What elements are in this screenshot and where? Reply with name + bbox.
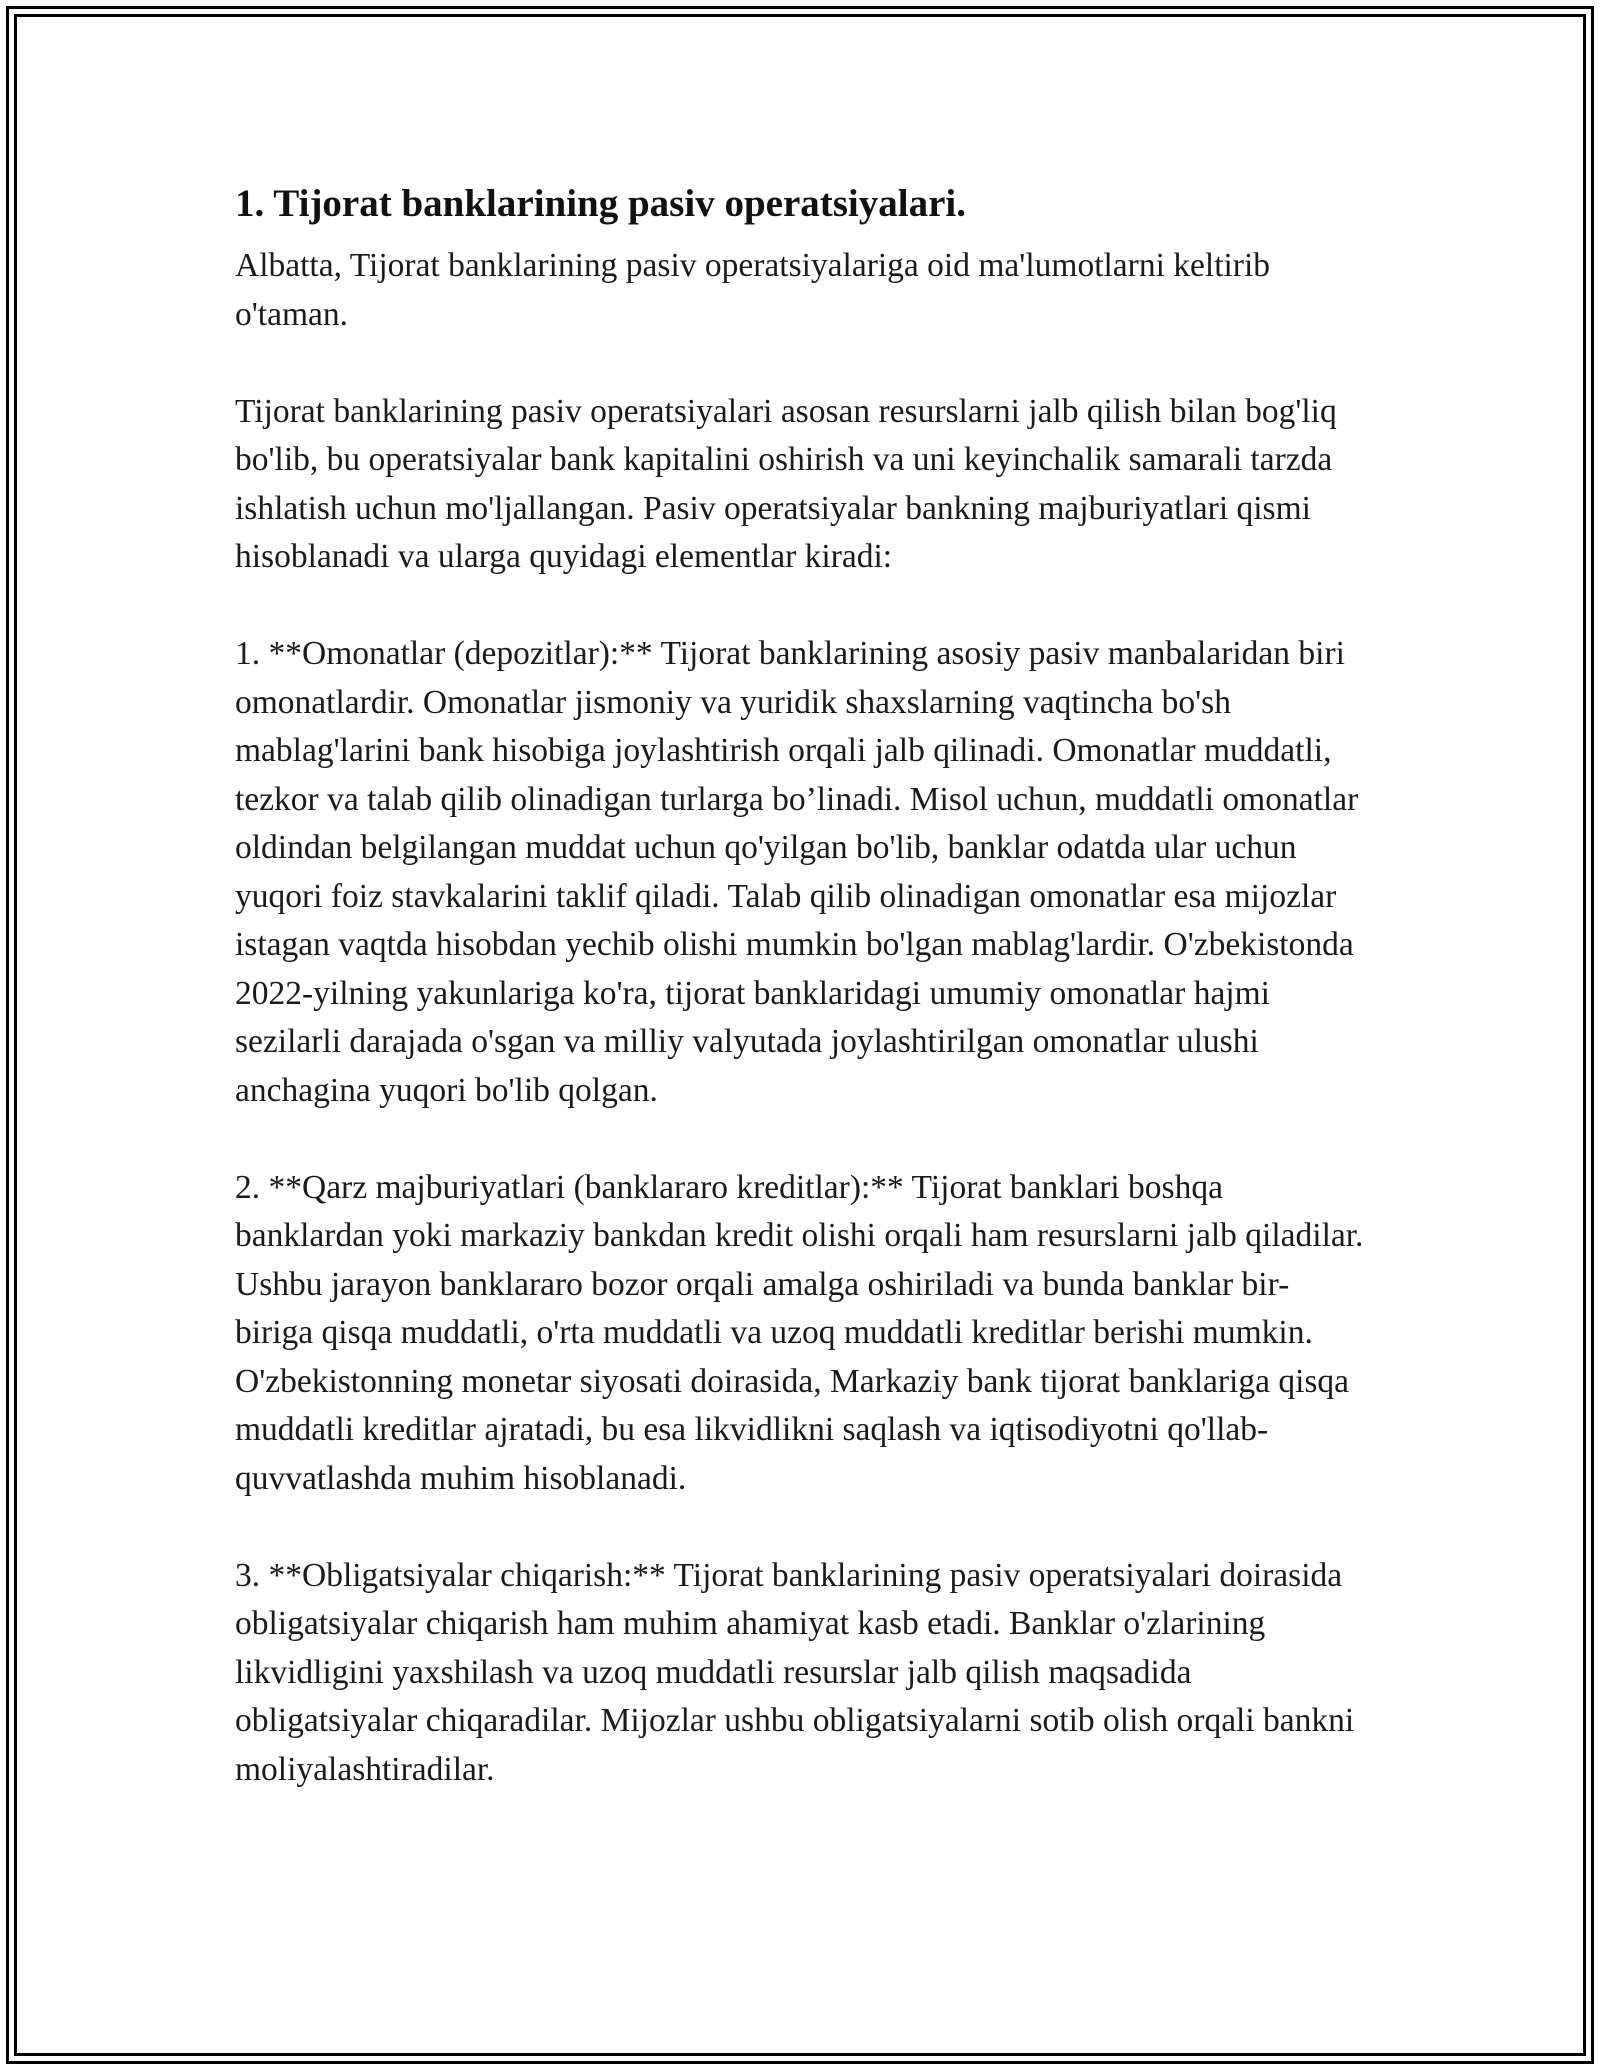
overview-paragraph: Tijorat banklarining pasiv operatsiyalari asosan resurslarni jalb qilish bilan bog'liq bo'lib, bu operatsiyalar bank kapitalini oshirish va uni keyinchalik samarali tarzda ishlatish uchun mo'ljallangan. Pasiv operatsiyalar bankning majburiyatlari qismi hisoblanadi va ularga quyidagi elementlar kiradi: (235, 392, 1337, 575)
document-body (235, 180, 1365, 1794)
bonds-paragraph: 3. **Obligatsiyalar chiqarish:** Tijorat banklarining pasiv operatsiyalari doirasida obligatsiyalar chiqarish ham muhim ahamiyat kasb etadi. Banklar o'zlarining likvidligini yaxshilash va uzoq muddatli resurslar jalb qilish maqsadida obligatsiyalar chiqaradilar. Mijozlar ushbu obligatsiyalarni sotib olish orqali bankni moliyalashtiradilar. (235, 1556, 1355, 1788)
intro-paragraph: Albatta, Tijorat banklarining pasiv operatsiyalariga oid ma'lumotlarni keltirib o'taman. (235, 247, 1271, 333)
interbank-loans-paragraph: 2. **Qarz majburiyatlari (banklararo kreditlar):** Tijorat banklari boshqa banklardan yoki markaziy bankdan kredit olishi orqali ham resurslarni jalb qiladilar. Ushbu jarayon banklararo bozor orqali amalga oshiriladi va bunda banklar bir-biriga qisqa muddatli, o'rta muddatli va uzoq muddatli kreditlar berishi mumkin. O'zbekistonning monetar siyosati doirasida, Markaziy bank tijorat banklariga qisqa muddatli kreditlar ajratadi, bu esa likvidlikni saqlash va iqtisodiyotni qo'llab-quvvatlashda muhim hisoblanadi. (235, 1168, 1364, 1497)
document-title: 1. Tijorat banklarining pasiv operatsiyalari. (235, 182, 966, 225)
deposits-paragraph: 1. **Omonatlar (depozitlar):** Tijorat banklarining asosiy pasiv manbalaridan biri omonatlardir. Omonatlar jismoniy va yuridik shaxslarning vaqtincha bo'sh mablag'larini bank hisobiga joylashtirish orqali jalb qilinadi. Omonatlar muddatli, tezkor va talab qilib olinadigan turlarga bo’linadi. Misol uchun, muddatli omonatlar oldindan belgilangan muddat uchun qo'yilgan bo'lib, banklar odatda ular uchun yuqori foiz stavkalarini taklif qiladi. Talab qilib olinadigan omonatlar esa mijozlar istagan vaqtda hisobdan yechib olishi mumkin bo'lgan mablag'lardir. O'zbekistonda 2022-yilning yakunlariga ko'ra, tijorat banklaridagi umumiy omonatlar hajmi sezilarli darajada o'sgan va milliy valyutada joylashtirilgan omonatlar ulushi anchagina yuqori bo'lib qolgan. (235, 635, 1359, 1109)
